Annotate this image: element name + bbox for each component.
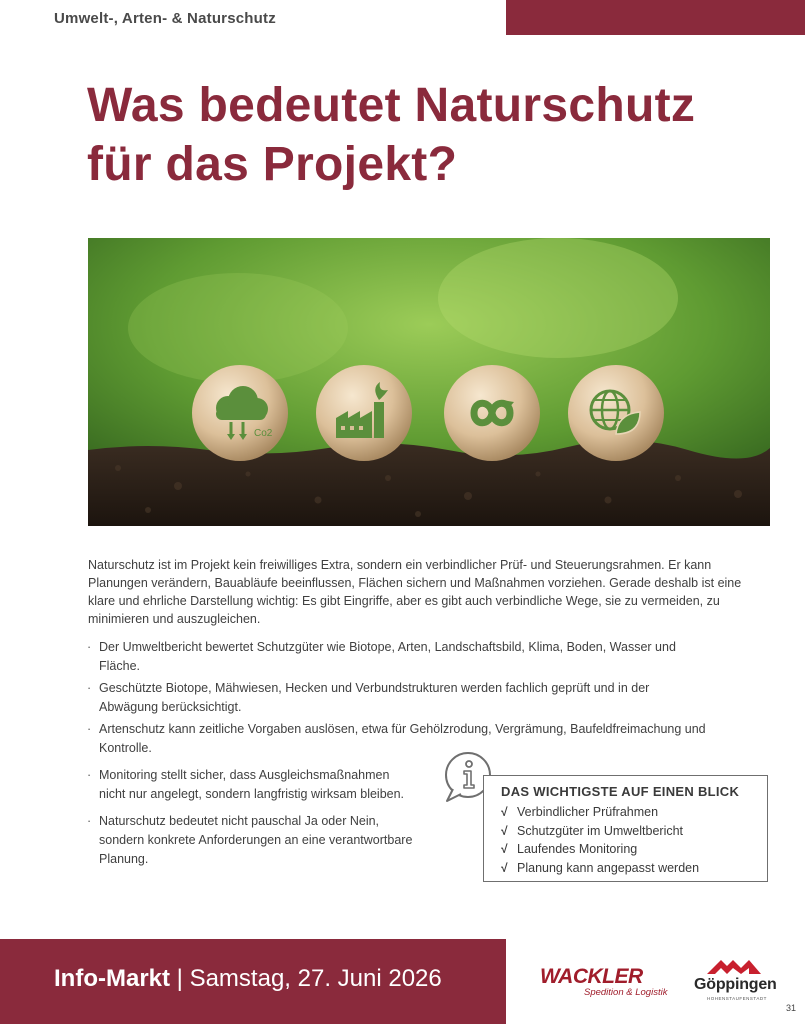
summary-item (501, 859, 699, 878)
factory-icon (316, 365, 412, 461)
roof-icon (705, 956, 763, 976)
footer-separator: | (170, 965, 190, 992)
checkmark-icon: √ (501, 860, 508, 875)
summary-item-label: Laufendes Monitoring (517, 842, 638, 856)
page-title (87, 76, 777, 194)
summary-list (501, 803, 699, 877)
summary-item-label: Verbindlicher Prüfrahmen (517, 805, 659, 819)
wackler-logo (540, 966, 670, 998)
summary-item-label: Schutzgüter im Umweltbericht (517, 823, 684, 838)
wackler-logo-name: WACKLER (540, 965, 643, 988)
list-item: · Monitoring stellt sicher, dass Ausgleichsmaßnahmen nicht nur angelegt, sondern langfristig wirksam bleiben. (88, 766, 419, 804)
list-item: · Geschützte Biotope, Mähwiesen, Hecken und Verbundstrukturen werden fachlich geprüft und in der Abwägung berücksichtigt. (88, 679, 708, 717)
footer-event-date: Samstag, 27. Juni 2026 (189, 965, 442, 992)
checkmark-icon: √ (501, 805, 508, 819)
goeppingen-logo-name: Göppingen (694, 976, 777, 993)
list-item: · Naturschutz bedeutet nicht pauschal Ja oder Nein, sondern konkrete Anforderungen an eine verantwortbare Planung. (88, 812, 419, 869)
page-number: 31 (786, 1003, 797, 1013)
summary-item (501, 822, 699, 841)
wackler-logo-tagline: Spedition & Logistik (584, 987, 668, 998)
recycle-loop-icon (444, 365, 540, 461)
page-title-line-2: für das Projekt? (87, 138, 458, 191)
footer-event-line (54, 965, 442, 993)
header-accent-bar (506, 0, 805, 35)
summary-box (483, 775, 768, 882)
footer-event-name: Info-Markt (54, 965, 170, 992)
list-item: · Artenschutz kann zeitliche Vorgaben auslösen, etwa für Gehölzrodung, Vergrämung, Baufeldfreimachung und Kontrolle. (88, 720, 708, 758)
summary-item (501, 840, 699, 859)
page-title-line-1: Was bedeutet Naturschutz (87, 79, 696, 132)
goeppingen-logo (693, 956, 778, 1004)
checkmark-icon: √ (501, 842, 508, 856)
goeppingen-logo-tagline: HOHENSTAUFENSTADT (707, 996, 767, 1001)
summary-item (501, 803, 699, 822)
globe-leaf-icon (568, 365, 664, 461)
section-label: Umwelt-, Arten- & Naturschutz (54, 10, 276, 27)
checkmark-icon: √ (501, 823, 508, 838)
summary-title: DAS WICHTIGSTE AUF EINEN BLICK (501, 784, 740, 799)
cloud-co2-icon (192, 365, 288, 461)
summary-item-label: Planung kann angepasst werden (517, 860, 700, 875)
hero-image (88, 238, 770, 526)
svg-text:Co2: Co2 (254, 428, 273, 439)
list-item: · Der Umweltbericht bewertet Schutzgüter wie Biotope, Arten, Landschaftsbild, Klima, Boden, Wasser und Fläche. (88, 638, 708, 676)
intro-paragraph: Naturschutz ist im Projekt kein freiwilliges Extra, sondern ein verbindlicher Prüf- und Steuerungsrahmen. Er kann Planungen verändern, Bauabläufe beeinflussen, Flächen sichern und Maßnahmen vorziehen. Gerade deshalb ist eine klare und ehrliche Darstellung wichtig: Es gibt Eingriffe, aber es gibt auch verbindliche Wege, sie zu vermeiden, zu minimieren und auszugleichen. (88, 558, 742, 626)
